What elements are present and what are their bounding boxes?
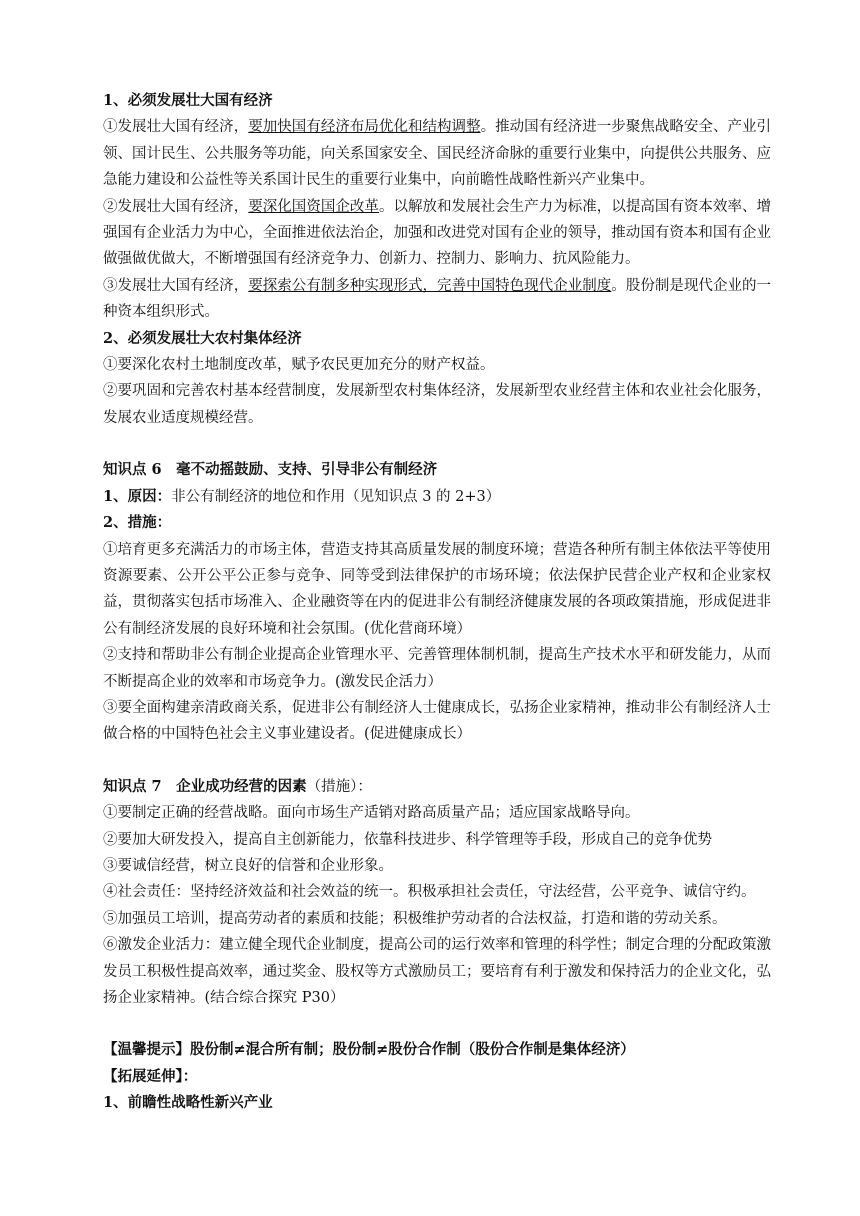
knowledge-point-6-measure-2: ②支持和帮助非公有制企业提高企业管理水平、完善管理体制机制，提高生产技术水平和研发能力，从而不断提高企业的效率和市场竞争力。(激发民企活力） <box>103 647 771 690</box>
spacer <box>103 748 771 774</box>
knowledge-point-7-item: ⑤加强员工培训，提高劳动者的素质和技能；积极维护劳动者的合法权益，打造和谐的劳动关系。 <box>103 910 727 927</box>
section-1-heading: 1、必须发展壮大国有经济 <box>103 92 273 109</box>
document-body <box>103 88 771 1117</box>
section-1-paragraph-3: ③发展壮大国有经济，要探索公有制多种实现形式，完善中国特色现代企业制度。股份制是现代企业的一种资本组织形式。 <box>103 277 772 321</box>
section-1-paragraph-1: ①发展壮大国有经济，要加快国有经济布局优化和结构调整。推动国有经济进一步聚焦战略安全、产业引领、国计民生、公共服务等功能，向关系国家安全、国民经济命脉的重要行业集中，向提供公共服务、应急能力建设和公益性等关系国计民生的重要行业集中，向前瞻性战略性新兴产业集中。 <box>103 119 772 189</box>
spacer <box>103 1011 771 1037</box>
knowledge-point-7-item: ②要加大研发投入，提高自主创新能力，依靠科技进步、科学管理等手段，形成自己的竞争优势 <box>103 831 712 848</box>
section-2-heading: 2、必须发展壮大农村集体经济 <box>103 329 302 347</box>
knowledge-point-7-item: ③要诚信经营，树立良好的信誉和企业形象。 <box>103 857 393 874</box>
underlined-emphasis: 要探索公有制多种实现形式，完善中国特色现代企业制度 <box>248 277 612 294</box>
section-1-paragraph-2: ②发展壮大国有经济，要深化国资国企改革。以解放和发展社会生产力为标准，以提高国有资本效率、增强国有企业活力为中心，全面推进依法治企，加强和改进党对国有企业的领导，推动国有资本和国有企业做强做优做大，不断增强国有经济竞争力、创新力、控制力、影响力、抗风险能力。 <box>103 198 772 268</box>
underlined-emphasis: 要深化国资国企改革 <box>248 198 379 215</box>
knowledge-point-6-measure-1: ①培育更多充满活力的市场主体，营造支持其高质量发展的制度环境；营造各种所有制主体依法平等使用资源要素、公开公平公正参与竞争、同等受到法律保护的市场环境；依法保护民营企业产权和企业家权益，贯彻落实包括市场准入、企业融资等在内的促进非公有制经济健康发展的各项政策措施，形成促进非公有制经济发展的良好环境和社会氛围。(优化营商环境） <box>103 541 771 637</box>
section-2-paragraph-1: ①要深化农村土地制度改革，赋予农民更加充分的财产权益。 <box>103 357 495 374</box>
knowledge-point-6-reason: 1、原因：非公有制经济的地位和作用（见知识点 3 的 2+3） <box>103 487 501 505</box>
extension-item-1: 1、前瞻性战略性新兴产业 <box>103 1094 273 1112</box>
spacer <box>103 431 771 457</box>
underlined-emphasis: 要加快国有经济布局优化和结构调整 <box>248 119 481 136</box>
warm-tip: 【温馨提示】股份制≠混合所有制；股份制≠股份合作制（股份合作制是集体经济） <box>103 1041 635 1059</box>
knowledge-point-6-heading: 知识点 6 毫不动摇鼓励、支持、引导非公有制经济 <box>103 461 438 479</box>
knowledge-point-7-item: ①要制定正确的经营战略。面向市场生产适销对路高质量产品；适应国家战略导向。 <box>103 805 640 822</box>
knowledge-point-7-heading: 知识点 7 企业成功经营的因素（措施）： <box>103 777 372 795</box>
knowledge-point-7-item: ⑥激发企业活力：建立健全现代企业制度，提高公司的运行效率和管理的科学性；制定合理的分配政策激发员工积极性提高效率，通过奖金、股权等方式激励员工；要培育有利于激发和保持活力的企业文化，弘扬企业家精神。(结合综合探究 P30） <box>103 937 771 1006</box>
knowledge-point-7-item: ④社会责任：坚持经济效益和社会效益的统一。积极承担社会责任，守法经营，公平竞争、诚信守约。 <box>103 884 756 901</box>
knowledge-point-6-measures-label: 2、措施： <box>103 514 172 532</box>
section-2-paragraph-2: ②要巩固和完善农村基本经营制度，发展新型农村集体经济，发展新型农业经营主体和农业社会化服务，发展农业适度规模经营。 <box>103 383 771 426</box>
knowledge-point-6-measure-3: ③要全面构建亲清政商关系，促进非公有制经济人士健康成长，弘扬企业家精神，推动非公有制经济人士做合格的中国特色社会主义事业建设者。(促进健康成长） <box>103 699 771 743</box>
extension-heading: 【拓展延伸】： <box>103 1067 198 1085</box>
